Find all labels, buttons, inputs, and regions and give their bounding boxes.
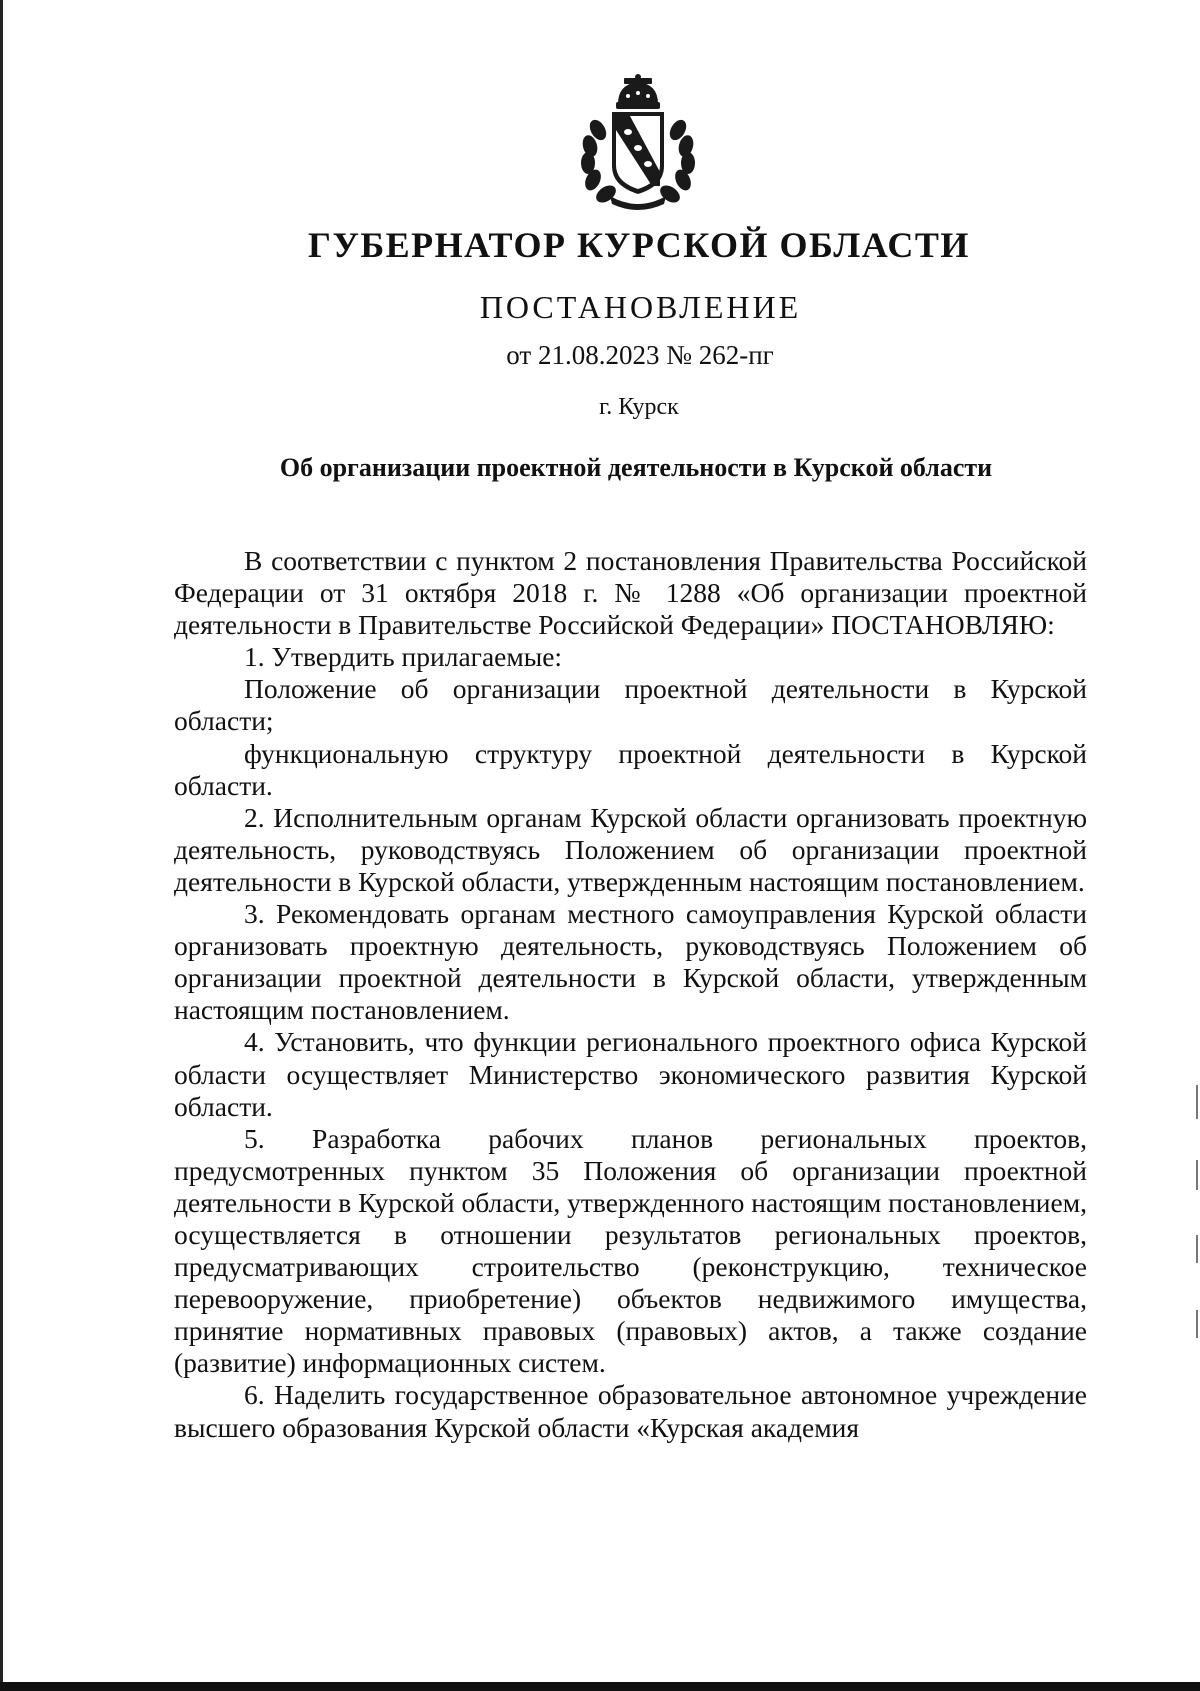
paragraph: 4. Установить, что функции регионального проектного офиса Курской области осуществляет Министерство экономического развития Курской области. [174,1026,1087,1122]
document-type: ПОСТАНОВЛЕНИЕ [479,289,802,325]
paragraph: 3. Рекомендовать органам местного самоуправления Курской области организовать проектную деятельность, руководствуясь Положением об организации проектной деятельности в Курской области, утвержденным настоящим постановлением. [174,898,1087,1026]
paragraph: Положение об организации проектной деятельности в Курской области; [174,673,1087,737]
scan-mark [1196,1310,1198,1338]
document-city: г. Курск [599,394,679,420]
scan-mark [1196,1085,1198,1119]
paragraph: 2. Исполнительным органам Курской области организовать проектную деятельность, руководствуясь Положением об организации проектной деятельности в Курской области, утвержденным настоящим постановлением. [174,801,1087,897]
paragraph: В соответствии с пунктом 2 постановления Правительства Российской Федерации от 31 октября 2018 г. № 1288 «Об организации проектной деятельности в Правительстве Российской Федерации» ПОСТАНОВЛЯЮ: [174,545,1087,641]
issuer-title: ГУБЕРНАТОР КУРСКОЙ ОБЛАСТИ [308,225,970,265]
paragraph: 1. Утвердить прилагаемые: [244,641,563,673]
scan-mark [1196,1160,1198,1190]
scan-border-bottom [0,1682,1200,1691]
scan-mark [1196,1235,1198,1263]
kursk-oblast-coat-of-arms-icon [568,74,708,212]
paragraph: 6. Наделить государственное образовательное автономное учреждение высшего образования Курской области «Курская академия [174,1379,1087,1443]
document-date-number: от 21.08.2023 № 262-пг [506,340,774,370]
document-heading: Об организации проектной деятельности в Курской области [279,453,993,482]
document-body [174,545,1087,1444]
paragraph: функциональную структуру проектной деятельности в Курской области. [174,737,1087,801]
paragraph: 5. Разработка рабочих планов региональных проектов, предусмотренных пунктом 35 Положения об организации проектной деятельности в Курской области, утвержденного настоящим постановлением, осуществляется в отношении результатов региональных проектов, предусматривающих строительство (реконструкцию, техническое перевооружение, приобретение) объектов недвижимого имущества, принятие нормативных правовых (правовых) актов, а также создание (развитие) информационных систем. [174,1122,1087,1379]
